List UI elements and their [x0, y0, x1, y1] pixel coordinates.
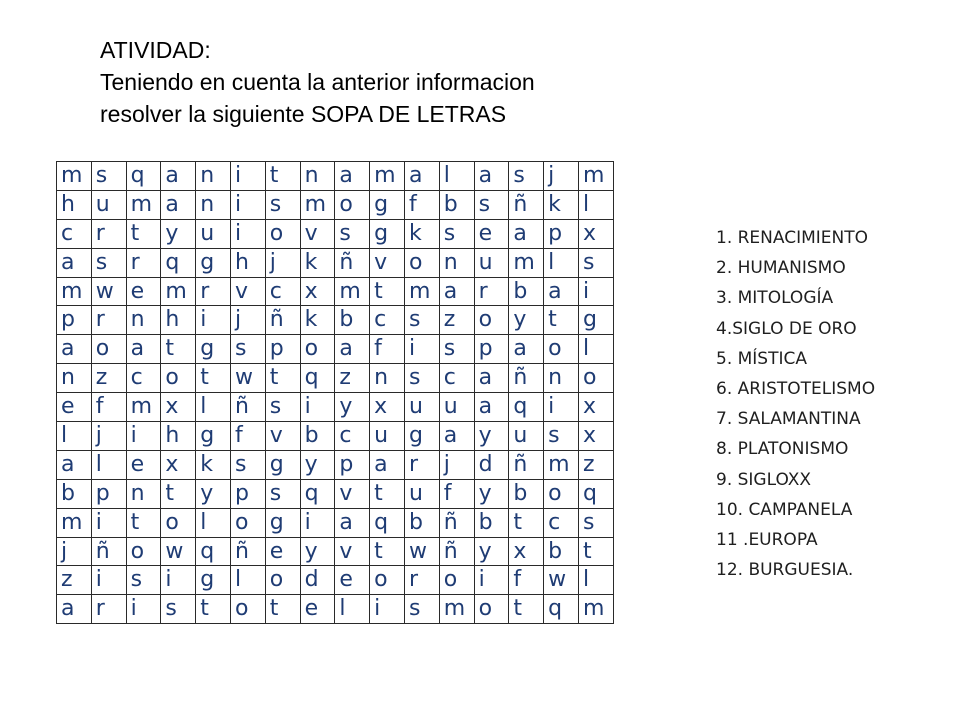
grid-cell[interactable]: n	[544, 364, 579, 393]
grid-cell[interactable]: v	[335, 479, 370, 508]
grid-cell[interactable]: y	[300, 537, 335, 566]
grid-cell[interactable]: t	[265, 162, 300, 191]
grid-cell[interactable]: z	[578, 450, 613, 479]
grid-cell[interactable]: m	[404, 277, 439, 306]
grid-cell[interactable]: a	[509, 335, 544, 364]
grid-cell[interactable]: j	[230, 306, 265, 335]
grid-cell[interactable]: i	[230, 162, 265, 191]
grid-cell[interactable]: o	[474, 306, 509, 335]
grid-cell[interactable]: x	[161, 450, 196, 479]
grid-cell[interactable]: p	[335, 450, 370, 479]
grid-cell[interactable]: s	[509, 162, 544, 191]
grid-cell[interactable]: ñ	[439, 508, 474, 537]
word-list-item: 6. ARISTOTELISMO	[716, 378, 876, 399]
grid-cell[interactable]: j	[265, 248, 300, 277]
grid-row	[57, 422, 614, 451]
grid-cell[interactable]: q	[126, 162, 161, 191]
grid-cell[interactable]: v	[265, 422, 300, 451]
grid-cell[interactable]: x	[161, 393, 196, 422]
grid-cell[interactable]: i	[196, 306, 231, 335]
grid-cell[interactable]: o	[265, 566, 300, 595]
grid-cell[interactable]: m	[578, 595, 613, 624]
grid-cell[interactable]: v	[335, 537, 370, 566]
grid-cell[interactable]: r	[91, 219, 126, 248]
grid-cell[interactable]: o	[230, 595, 265, 624]
grid-cell[interactable]: a	[57, 595, 92, 624]
grid-cell[interactable]: f	[370, 335, 405, 364]
grid-cell[interactable]: i	[300, 393, 335, 422]
grid-cell[interactable]: b	[57, 479, 92, 508]
grid-cell[interactable]: d	[300, 566, 335, 595]
grid-cell[interactable]: t	[509, 595, 544, 624]
grid-cell[interactable]: n	[196, 162, 231, 191]
grid-cell[interactable]: a	[57, 335, 92, 364]
grid-cell[interactable]: n	[126, 306, 161, 335]
grid-cell[interactable]: i	[474, 566, 509, 595]
grid-cell[interactable]: g	[370, 219, 405, 248]
grid-cell[interactable]: ñ	[509, 364, 544, 393]
grid-cell[interactable]: ñ	[509, 450, 544, 479]
grid-cell[interactable]: t	[509, 508, 544, 537]
grid-cell[interactable]: h	[161, 422, 196, 451]
grid-cell[interactable]: r	[474, 277, 509, 306]
grid-cell[interactable]: o	[230, 508, 265, 537]
grid-cell[interactable]: m	[578, 162, 613, 191]
grid-cell[interactable]: c	[57, 219, 92, 248]
grid-cell[interactable]: m	[439, 595, 474, 624]
grid-cell[interactable]: v	[370, 248, 405, 277]
grid-cell[interactable]: n	[300, 162, 335, 191]
grid-cell[interactable]: n	[370, 364, 405, 393]
grid-cell[interactable]: g	[196, 335, 231, 364]
grid-cell[interactable]: r	[404, 566, 439, 595]
grid-cell[interactable]: s	[161, 595, 196, 624]
grid-cell[interactable]: b	[404, 508, 439, 537]
grid-cell[interactable]: s	[91, 162, 126, 191]
grid-cell[interactable]: o	[474, 595, 509, 624]
grid-cell[interactable]: o	[544, 335, 579, 364]
word-list-item: 7. SALAMANTINA	[716, 409, 861, 430]
grid-cell[interactable]: q	[509, 393, 544, 422]
grid-cell[interactable]: t	[126, 219, 161, 248]
grid-cell[interactable]: h	[57, 190, 92, 219]
word-list-item: 4.SIGLO DE ORO	[716, 318, 857, 339]
grid-cell[interactable]: l	[439, 162, 474, 191]
grid-cell[interactable]: m	[300, 190, 335, 219]
grid-cell[interactable]: a	[509, 219, 544, 248]
grid-cell[interactable]: w	[91, 277, 126, 306]
instruction-line-2: resolver la siguiente SOPA DE LETRAS	[100, 101, 507, 127]
grid-cell[interactable]: o	[265, 219, 300, 248]
grid-cell[interactable]: u	[439, 393, 474, 422]
grid-cell[interactable]: e	[265, 537, 300, 566]
grid-cell[interactable]: l	[335, 595, 370, 624]
word-list	[716, 223, 875, 585]
grid-row	[57, 450, 614, 479]
grid-cell[interactable]: ñ	[439, 537, 474, 566]
grid-cell[interactable]: j	[544, 162, 579, 191]
grid-cell[interactable]: y	[300, 450, 335, 479]
grid-cell[interactable]: w	[161, 537, 196, 566]
grid-cell[interactable]: ñ	[335, 248, 370, 277]
grid-cell[interactable]: q	[578, 479, 613, 508]
grid-cell[interactable]: s	[439, 219, 474, 248]
grid-cell[interactable]: t	[370, 277, 405, 306]
word-list-item: 10. CAMPANELA	[716, 499, 853, 520]
grid-cell[interactable]: e	[126, 277, 161, 306]
grid-cell[interactable]: l	[230, 566, 265, 595]
grid-cell[interactable]: x	[300, 277, 335, 306]
grid-cell[interactable]: w	[230, 364, 265, 393]
grid-cell[interactable]: f	[404, 190, 439, 219]
grid-cell[interactable]: t	[370, 479, 405, 508]
grid-cell[interactable]: c	[439, 364, 474, 393]
grid-cell[interactable]: c	[335, 422, 370, 451]
grid-cell[interactable]: v	[230, 277, 265, 306]
grid-cell[interactable]: e	[335, 566, 370, 595]
instructions	[100, 34, 535, 130]
grid-cell[interactable]: r	[404, 450, 439, 479]
grid-cell[interactable]: q	[300, 364, 335, 393]
grid-cell[interactable]: s	[404, 595, 439, 624]
grid-cell[interactable]: s	[230, 450, 265, 479]
grid-cell[interactable]: y	[196, 479, 231, 508]
grid-row	[57, 335, 614, 364]
grid-cell[interactable]: m	[57, 277, 92, 306]
grid-cell[interactable]: q	[196, 537, 231, 566]
grid-cell[interactable]: u	[91, 190, 126, 219]
grid-cell[interactable]: i	[300, 508, 335, 537]
grid-cell[interactable]: o	[91, 335, 126, 364]
grid-cell[interactable]: m	[370, 162, 405, 191]
activity-title: ATIVIDAD:	[100, 37, 211, 63]
grid-cell[interactable]: o	[370, 566, 405, 595]
grid-cell[interactable]: z	[335, 364, 370, 393]
grid-cell[interactable]: u	[404, 393, 439, 422]
word-list-item: 8. PLATONISMO	[716, 439, 849, 460]
grid-cell[interactable]: q	[300, 479, 335, 508]
grid-cell[interactable]: h	[230, 248, 265, 277]
grid-cell[interactable]: a	[474, 393, 509, 422]
grid-cell[interactable]: e	[126, 450, 161, 479]
grid-cell[interactable]: a	[57, 248, 92, 277]
grid-cell[interactable]: s	[230, 335, 265, 364]
grid-row	[57, 248, 614, 277]
grid-cell[interactable]: s	[265, 190, 300, 219]
grid-cell[interactable]: b	[509, 479, 544, 508]
grid-row	[57, 595, 614, 624]
grid-cell[interactable]: x	[370, 393, 405, 422]
grid-cell[interactable]: h	[161, 306, 196, 335]
grid-cell[interactable]: g	[370, 190, 405, 219]
grid-cell[interactable]: b	[474, 508, 509, 537]
grid-cell[interactable]: i	[91, 566, 126, 595]
word-list-item: 3. MITOLOGÍA	[716, 288, 834, 309]
grid-cell[interactable]: o	[300, 335, 335, 364]
grid-cell[interactable]: p	[91, 479, 126, 508]
grid-cell[interactable]: s	[578, 248, 613, 277]
grid-cell[interactable]: l	[578, 190, 613, 219]
grid-cell[interactable]: y	[335, 393, 370, 422]
grid-cell[interactable]: q	[544, 595, 579, 624]
grid-cell[interactable]: m	[544, 450, 579, 479]
grid-cell[interactable]: r	[126, 248, 161, 277]
grid-cell[interactable]: l	[91, 450, 126, 479]
grid-cell[interactable]: s	[439, 335, 474, 364]
grid-cell[interactable]: a	[126, 335, 161, 364]
grid-cell[interactable]: i	[230, 190, 265, 219]
word-list-item: 12. BURGUESIA.	[716, 560, 854, 581]
grid-row	[57, 277, 614, 306]
grid-cell[interactable]: u	[509, 422, 544, 451]
word-list-item: 9. SIGLOXX	[716, 469, 812, 490]
grid-cell[interactable]: t	[161, 479, 196, 508]
grid-cell[interactable]: a	[439, 422, 474, 451]
grid-cell[interactable]: p	[57, 306, 92, 335]
grid-cell[interactable]: t	[196, 364, 231, 393]
grid-cell[interactable]: r	[91, 306, 126, 335]
grid-cell[interactable]: a	[335, 162, 370, 191]
grid-cell[interactable]: z	[439, 306, 474, 335]
grid-cell[interactable]: e	[474, 219, 509, 248]
grid-cell[interactable]: s	[91, 248, 126, 277]
grid-cell[interactable]: s	[126, 566, 161, 595]
grid-cell[interactable]: k	[300, 248, 335, 277]
grid-cell[interactable]: c	[544, 508, 579, 537]
grid-cell[interactable]: g	[265, 508, 300, 537]
grid-cell[interactable]: o	[161, 508, 196, 537]
grid-cell[interactable]: o	[161, 364, 196, 393]
grid-cell[interactable]: e	[57, 393, 92, 422]
grid-cell[interactable]: ñ	[265, 306, 300, 335]
grid-cell[interactable]: i	[126, 595, 161, 624]
grid-cell[interactable]: i	[404, 335, 439, 364]
grid-cell[interactable]: g	[196, 422, 231, 451]
grid-cell[interactable]: g	[578, 306, 613, 335]
grid-cell[interactable]: m	[335, 277, 370, 306]
grid-cell[interactable]: g	[196, 248, 231, 277]
grid-cell[interactable]: u	[370, 422, 405, 451]
grid-cell[interactable]: c	[265, 277, 300, 306]
grid-cell[interactable]: n	[196, 190, 231, 219]
grid-cell[interactable]: s	[474, 190, 509, 219]
grid-cell[interactable]: x	[578, 422, 613, 451]
grid-cell[interactable]: l	[544, 248, 579, 277]
grid-cell[interactable]: u	[404, 479, 439, 508]
grid-cell[interactable]: b	[544, 537, 579, 566]
grid-cell[interactable]: i	[578, 277, 613, 306]
grid-cell[interactable]: m	[57, 508, 92, 537]
grid-cell[interactable]: i	[91, 508, 126, 537]
grid-cell[interactable]: s	[544, 422, 579, 451]
grid-cell[interactable]: t	[544, 306, 579, 335]
grid-cell[interactable]: s	[578, 508, 613, 537]
grid-row	[57, 219, 614, 248]
grid-cell[interactable]: e	[300, 595, 335, 624]
grid-cell[interactable]: y	[161, 219, 196, 248]
grid-cell[interactable]: o	[126, 537, 161, 566]
grid-cell[interactable]: l	[57, 422, 92, 451]
grid-row	[57, 479, 614, 508]
grid-cell[interactable]: ñ	[230, 537, 265, 566]
grid-cell[interactable]: d	[474, 450, 509, 479]
grid-cell[interactable]: m	[161, 277, 196, 306]
grid-cell[interactable]: s	[404, 306, 439, 335]
word-search-grid	[56, 161, 614, 624]
grid-cell[interactable]: b	[300, 422, 335, 451]
grid-cell[interactable]: g	[196, 566, 231, 595]
grid-cell[interactable]: s	[335, 219, 370, 248]
grid-cell[interactable]: m	[126, 190, 161, 219]
grid-cell[interactable]: s	[265, 393, 300, 422]
grid-cell[interactable]: v	[300, 219, 335, 248]
grid-row	[57, 393, 614, 422]
grid-cell[interactable]: g	[265, 450, 300, 479]
grid-cell[interactable]: f	[439, 479, 474, 508]
grid-cell[interactable]: g	[404, 422, 439, 451]
grid-cell[interactable]: t	[126, 508, 161, 537]
grid-cell[interactable]: i	[126, 422, 161, 451]
grid-cell[interactable]: w	[544, 566, 579, 595]
grid-cell[interactable]: m	[126, 393, 161, 422]
grid-cell[interactable]: k	[300, 306, 335, 335]
grid-cell[interactable]: o	[578, 364, 613, 393]
grid-cell[interactable]: q	[161, 248, 196, 277]
grid-cell[interactable]: l	[196, 393, 231, 422]
grid-cell[interactable]: m	[57, 162, 92, 191]
grid-cell[interactable]: i	[230, 219, 265, 248]
grid-cell[interactable]: a	[370, 450, 405, 479]
grid-cell[interactable]: z	[57, 566, 92, 595]
grid-cell[interactable]: y	[474, 422, 509, 451]
grid-cell[interactable]: a	[161, 162, 196, 191]
grid-cell[interactable]: o	[439, 566, 474, 595]
grid-cell[interactable]: c	[126, 364, 161, 393]
grid-row	[57, 537, 614, 566]
grid-cell[interactable]: u	[474, 248, 509, 277]
grid-cell[interactable]: a	[404, 162, 439, 191]
grid-cell[interactable]: j	[57, 537, 92, 566]
grid-cell[interactable]: a	[474, 364, 509, 393]
grid-cell[interactable]: p	[544, 219, 579, 248]
grid-cell[interactable]: y	[474, 537, 509, 566]
grid-cell[interactable]: i	[544, 393, 579, 422]
grid-cell[interactable]: n	[57, 364, 92, 393]
grid-cell[interactable]: a	[161, 190, 196, 219]
grid-cell[interactable]: ñ	[230, 393, 265, 422]
grid-row	[57, 566, 614, 595]
grid-cell[interactable]: a	[474, 162, 509, 191]
grid-cell[interactable]: b	[509, 277, 544, 306]
grid-cell[interactable]: y	[474, 479, 509, 508]
word-list-item: 1. RENACIMIENTO	[716, 228, 869, 248]
grid-cell[interactable]: f	[230, 422, 265, 451]
grid-cell[interactable]: x	[578, 219, 613, 248]
grid-cell[interactable]: o	[544, 479, 579, 508]
grid-cell[interactable]: a	[544, 277, 579, 306]
grid-cell[interactable]: f	[509, 566, 544, 595]
grid-cell[interactable]: r	[196, 277, 231, 306]
grid-row	[57, 162, 614, 191]
grid-cell[interactable]: p	[474, 335, 509, 364]
grid-cell[interactable]: x	[509, 537, 544, 566]
grid-cell[interactable]: q	[370, 508, 405, 537]
grid-cell[interactable]: p	[265, 335, 300, 364]
grid-cell[interactable]: f	[91, 393, 126, 422]
grid-cell[interactable]: n	[126, 479, 161, 508]
grid-cell[interactable]: k	[196, 450, 231, 479]
grid-cell[interactable]: t	[265, 595, 300, 624]
grid-cell[interactable]: ñ	[91, 537, 126, 566]
grid-cell[interactable]: l	[578, 335, 613, 364]
grid-cell[interactable]: m	[509, 248, 544, 277]
grid-cell[interactable]: o	[404, 248, 439, 277]
grid-cell[interactable]: ñ	[509, 190, 544, 219]
grid-cell[interactable]: t	[196, 595, 231, 624]
grid-cell[interactable]: w	[404, 537, 439, 566]
grid-row	[57, 508, 614, 537]
grid-cell[interactable]: s	[265, 479, 300, 508]
grid-cell[interactable]: a	[439, 277, 474, 306]
grid-cell[interactable]: k	[544, 190, 579, 219]
grid-cell[interactable]: r	[91, 595, 126, 624]
grid-cell[interactable]: p	[230, 479, 265, 508]
grid-cell[interactable]: t	[578, 537, 613, 566]
grid-cell[interactable]: t	[161, 335, 196, 364]
grid-cell[interactable]: z	[91, 364, 126, 393]
grid-cell[interactable]: b	[439, 190, 474, 219]
grid-cell[interactable]: o	[335, 190, 370, 219]
grid-cell[interactable]: t	[370, 537, 405, 566]
word-list-item: 2. HUMANISMO	[716, 258, 846, 279]
grid-row	[57, 306, 614, 335]
grid-cell[interactable]: b	[335, 306, 370, 335]
grid-cell[interactable]: l	[196, 508, 231, 537]
grid-cell[interactable]: n	[439, 248, 474, 277]
grid-cell[interactable]: l	[578, 566, 613, 595]
grid-cell[interactable]: k	[404, 219, 439, 248]
grid-cell[interactable]: a	[57, 450, 92, 479]
grid-cell[interactable]: i	[370, 595, 405, 624]
grid-row	[57, 364, 614, 393]
grid-cell[interactable]: i	[161, 566, 196, 595]
grid-cell[interactable]: j	[91, 422, 126, 451]
grid-cell[interactable]: c	[370, 306, 405, 335]
grid-cell[interactable]: a	[335, 335, 370, 364]
grid-cell[interactable]: a	[335, 508, 370, 537]
word-list-item: 5. MÍSTICA	[716, 348, 807, 369]
grid-cell[interactable]: s	[404, 364, 439, 393]
grid-cell[interactable]: x	[578, 393, 613, 422]
instruction-line-1: Teniendo en cuenta la anterior informacion	[100, 69, 535, 95]
grid-cell[interactable]: y	[509, 306, 544, 335]
grid-row	[57, 190, 614, 219]
grid-cell[interactable]: t	[265, 364, 300, 393]
word-list-item: 11 .EUROPA	[716, 529, 818, 550]
grid-cell[interactable]: u	[196, 219, 231, 248]
grid-cell[interactable]: j	[439, 450, 474, 479]
